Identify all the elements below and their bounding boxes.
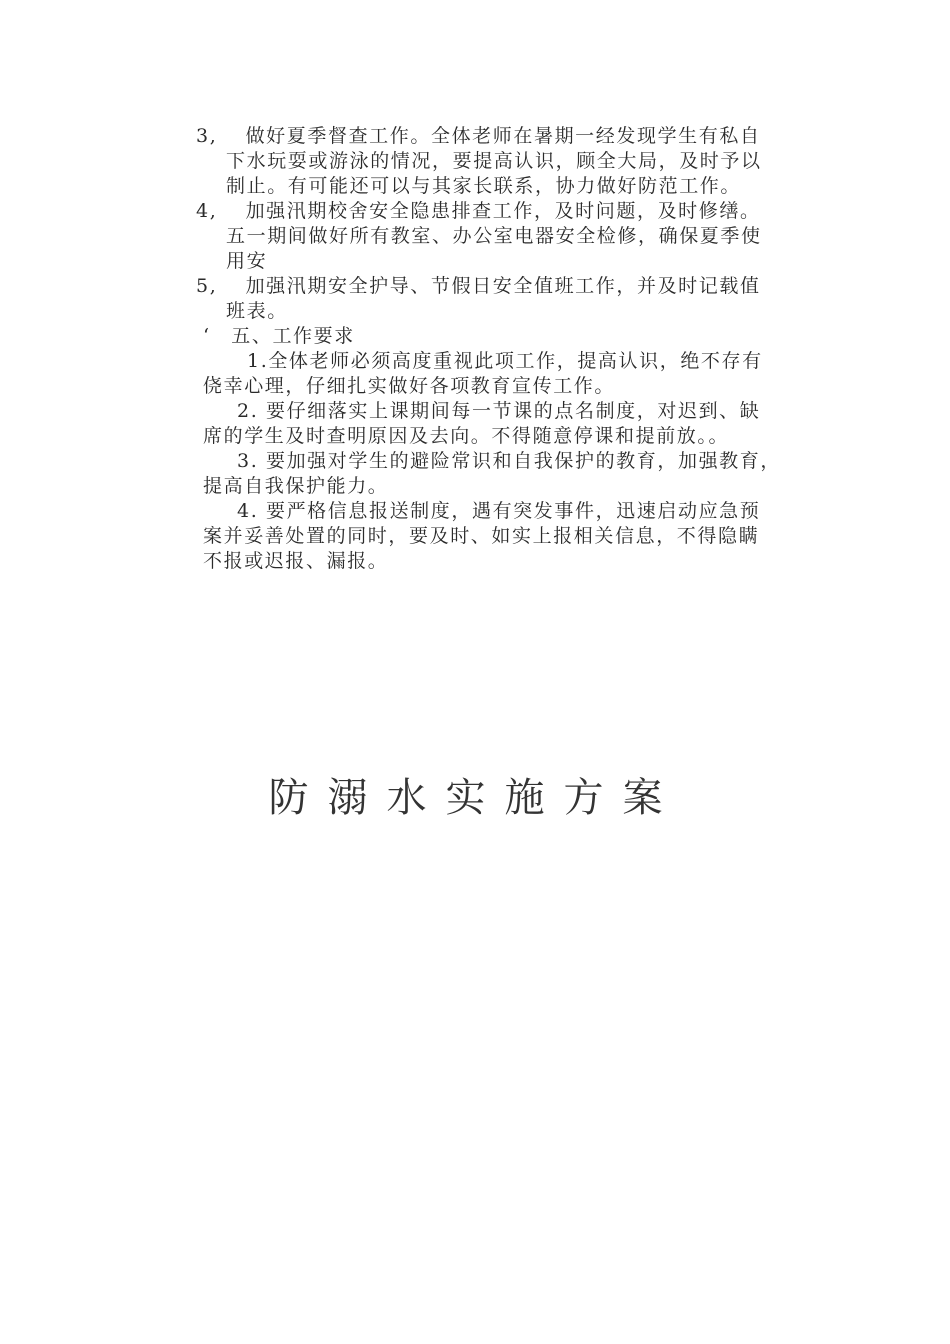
text-line: 4, 加强汛期校舍安全隐患排查工作，及时问题，及时修缮。 — [196, 200, 761, 222]
text-line: 5, 加强汛期安全护导、节假日安全值班工作，并及时记载值 — [196, 275, 761, 297]
text-line: 班表。 — [226, 300, 288, 322]
text-line: 制止。有可能还可以与其家长联系，协力做好防范工作。 — [226, 175, 742, 197]
text-line: 用安 — [226, 250, 268, 272]
text-line: 侥幸心理，仔细扎实做好各项教育宣传工作。 — [203, 375, 616, 397]
text-line: 3, 做好夏季督查工作。全体老师在暑期一经发现学生有私自 — [196, 125, 761, 147]
text-line: 提高自我保护能力。 — [203, 475, 389, 497]
text-line: 1.全体老师必须高度重视此项工作，提高认识，绝不存有 — [247, 350, 763, 372]
document-title: 防溺水实施方案 — [268, 775, 682, 821]
text-line: 3. 要加强对学生的避险常识和自我保护的教育，加强教育， — [237, 450, 781, 472]
text-line: 案并妥善处置的同时，要及时、如实上报相关信息，不得隐瞒 — [203, 525, 760, 547]
text-line: 不报或迟报、漏报。 — [203, 550, 389, 572]
text-line: 4. 要严格信息报送制度，遇有突发事件，迅速启动应急预 — [237, 500, 761, 522]
section-heading: ‘ 五、工作要求 — [203, 325, 355, 347]
text-line: 席的学生及时查明原因及去向。不得随意停课和提前放。。 — [203, 425, 730, 447]
text-line: 五一期间做好所有教室、办公室电器安全检修，确保夏季使 — [226, 225, 762, 247]
text-line: 2. 要仔细落实上课期间每一节课的点名制度，对迟到、缺 — [237, 400, 761, 422]
text-line: 下水玩耍或游泳的情况，要提高认识，顾全大局，及时予以 — [226, 150, 762, 172]
